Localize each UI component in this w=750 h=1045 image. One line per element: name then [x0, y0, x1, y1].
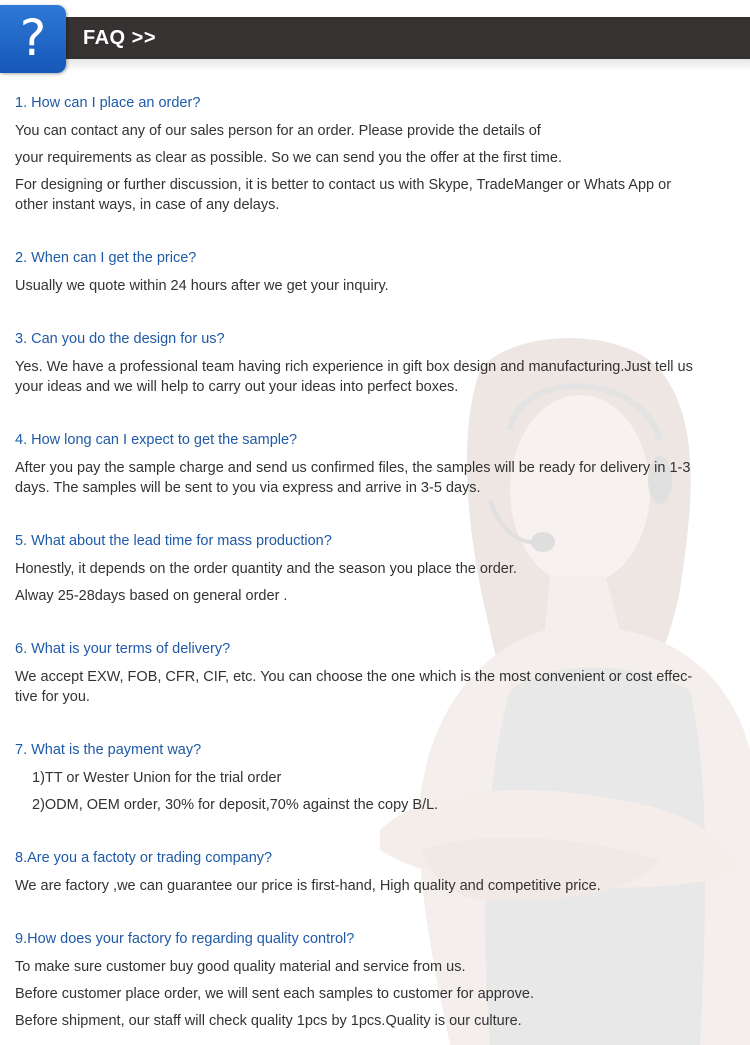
faq-answer-4-line-1: After you pay the sample charge and send us confirmed files, the samples will be ready for delivery in 1-3	[15, 460, 691, 476]
faq-question-1: 1. How can I place an order?	[15, 95, 201, 111]
faq-question-3: 3. Can you do the design for us?	[15, 331, 225, 347]
header-shadow	[0, 59, 750, 71]
faq-answer-6-line-1: We accept EXW, FOB, CFR, CIF, etc. You can choose the one which is the most convenient or cost effec-	[15, 669, 693, 685]
faq-question-6: 6. What is your terms of delivery?	[15, 641, 231, 657]
faq-answer-7-line-2: 2)ODM, OEM order, 30% for deposit,70% against the copy B/L.	[32, 797, 439, 813]
faq-answer-9-line-1: To make sure customer buy good quality material and service from us.	[15, 959, 466, 975]
faq-question-5: 5. What about the lead time for mass production?	[15, 533, 332, 549]
faq-answer-1-line-4: other instant ways, in case of any delays.	[15, 197, 280, 213]
faq-question-4: 4. How long can I expect to get the sample?	[15, 432, 298, 448]
question-mark-icon: ?	[0, 5, 66, 73]
page-title: FAQ >>	[83, 27, 157, 49]
faq-answer-2-line-1: Usually we quote within 24 hours after we get your inquiry.	[15, 278, 389, 294]
faq-answer-3-line-1: Yes. We have a professional team having rich experience in gift box design and manufacturing.Just tell us	[15, 359, 693, 375]
faq-question-2: 2. When can I get the price?	[15, 250, 197, 266]
faq-answer-5-line-1: Honestly, it depends on the order quantity and the season you place the order.	[15, 561, 517, 577]
faq-question-7: 7. What is the payment way?	[15, 742, 202, 758]
faq-answer-9-line-3: Before shipment, our staff will check quality 1pcs by 1pcs.Quality is our culture.	[15, 1013, 522, 1029]
customer-service-woman-image	[360, 330, 750, 1045]
faq-answer-1-line-3: For designing or further discussion, it is better to contact us with Skype, TradeManger or Whats App or	[15, 177, 672, 193]
faq-answer-5-line-2: Alway 25-28days based on general order .	[15, 588, 288, 604]
faq-answer-1-line-2: your requirements as clear as possible. So we can send you the offer at the first time.	[15, 150, 562, 166]
faq-answer-8-line-1: We are factory ,we can guarantee our price is first-hand, High quality and competitive price.	[15, 878, 601, 894]
faq-answer-9-line-2: Before customer place order, we will sent each samples to customer for approve.	[15, 986, 535, 1002]
faq-answer-6-line-2: tive for you.	[15, 689, 90, 705]
faq-answer-4-line-2: days. The samples will be sent to you via express and arrive in 3-5 days.	[15, 480, 481, 496]
faq-answer-1-line-1: You can contact any of our sales person for an order. Please provide the details of	[15, 123, 541, 139]
faq-question-8: 8.Are you a factoty or trading company?	[15, 850, 273, 866]
faq-answer-7-line-1: 1)TT or Wester Union for the trial order	[32, 770, 282, 786]
faq-answer-3-line-2: your ideas and we will help to carry out your ideas into perfect boxes.	[15, 379, 459, 395]
faq-question-9: 9.How does your factory fo regarding quality control?	[15, 931, 355, 947]
